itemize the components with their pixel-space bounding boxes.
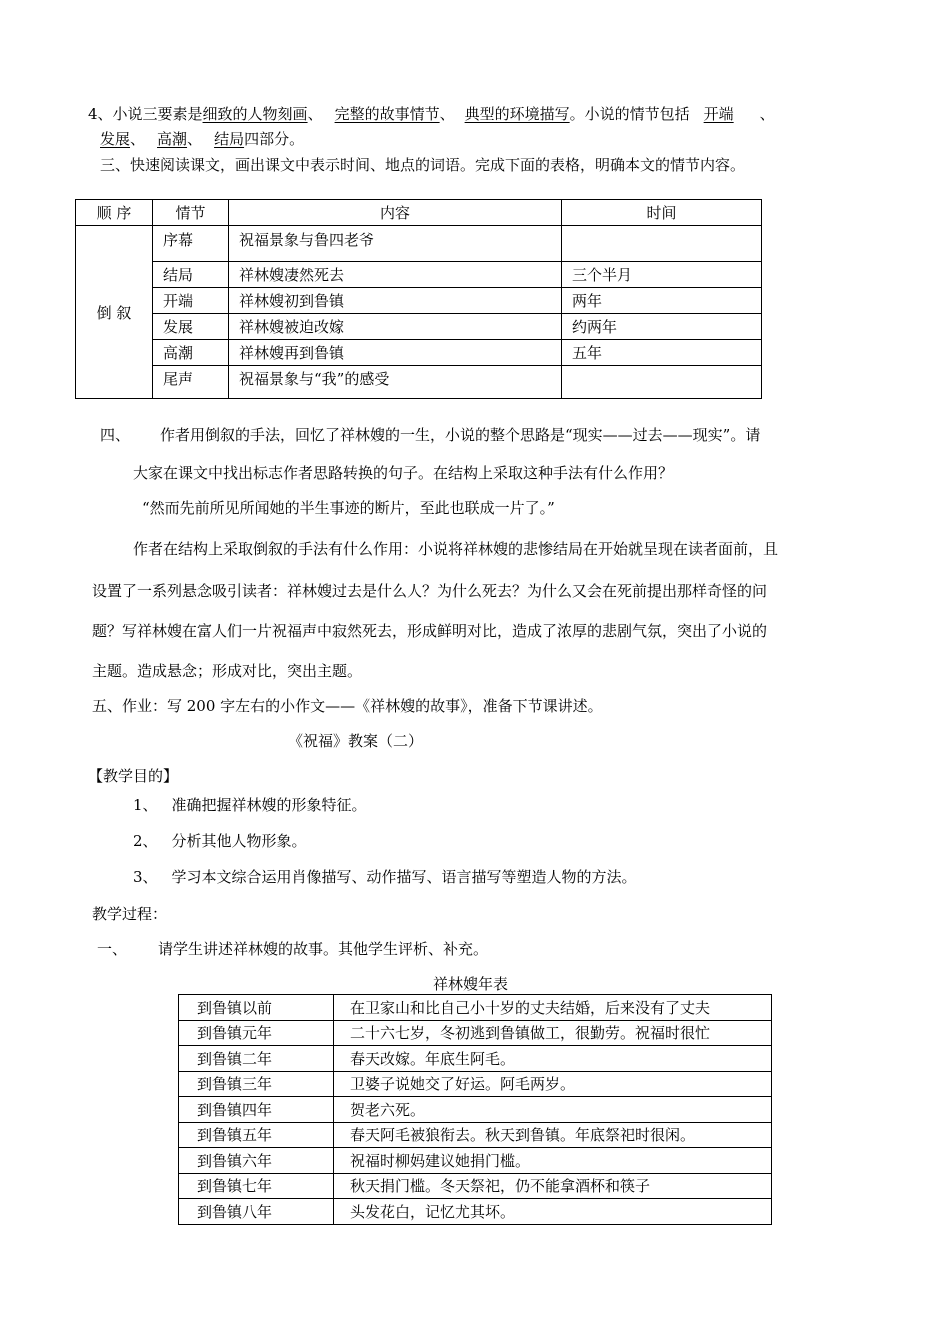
table-row: 到鲁镇四年 贺老六死。 (179, 1097, 772, 1123)
table-row: 到鲁镇二年 春天改嫁。年底生阿毛。 (179, 1046, 772, 1072)
section4-line2: 大家在课文中找出标志作者思路转换的句子。在结构上采取这种手法有什么作用？ (133, 464, 674, 482)
order-cell: 倒 叙 (76, 226, 153, 399)
objective-item: 2、 分析其他人物形象。 (133, 832, 307, 850)
section4-answer-4: 主题。造成悬念；形成对比，突出主题。 (92, 662, 363, 680)
table-row: 开端 祥林嫂初到鲁镇 两年 (76, 288, 762, 314)
objective-item: 1、 准确把握祥林嫂的形象特征。 (133, 796, 367, 814)
header-content: 内容 (229, 200, 562, 226)
plot-part-2: 发展 (100, 130, 131, 148)
plot-part-4: 结局 (214, 130, 245, 148)
element-characters: 细致的人物刻画 (202, 105, 308, 123)
item4-line1: 4、小说三要素是细致的人物刻画、 完整的故事情节、 典型的环境描写。小说的情节包括 开端 、 (88, 105, 775, 123)
objectives-heading: 【教学目的】 (88, 767, 179, 785)
section4-answer-3: 题？写祥林嫂在富人们一片祝福声中寂然死去，形成鲜明对比，造成了浓厚的悲剧气氛，突出了小说的 (92, 622, 768, 640)
table-row: 高潮 祥林嫂再到鲁镇 五年 (76, 340, 762, 366)
section5-text: 五、作业：写 200 字左右的小作文——《祥林嫂的故事》，准备下节课讲述。 (92, 697, 603, 715)
element-plot: 完整的故事情节 (334, 105, 440, 123)
table-header-row (76, 200, 762, 226)
process-heading: 教学过程： (92, 905, 168, 923)
table-row: 结局 祥林嫂凄然死去 三个半月 (76, 262, 762, 288)
plot-part-1: 开端 (703, 105, 734, 123)
timeline-title: 祥林嫂年表 (433, 975, 509, 993)
header-order: 顺 序 (76, 200, 153, 226)
table-row: 到鲁镇三年 卫婆子说她交了好运。阿毛两岁。 (179, 1071, 772, 1097)
item4-line2: 发展、 高潮、 结局四部分。 (100, 130, 305, 148)
header-time: 时间 (562, 200, 762, 226)
objective-item: 3、 学习本文综合运用肖像描写、动作描写、语言描写等塑造人物的方法。 (133, 868, 637, 886)
table-row: 到鲁镇以前 在卫家山和比自己小十岁的丈夫结婚，后来没有了丈夫 (179, 995, 772, 1021)
table-row: 到鲁镇五年 春天阿毛被狼衔去。秋天到鲁镇。年底祭祀时很闲。 (179, 1122, 772, 1148)
section4-answer-2: 设置了一系列悬念吸引读者：祥林嫂过去是什么人？为什么死去？为什么又会在死前提出那样奇怪的问 (92, 582, 768, 600)
element-environment: 典型的环境描写 (464, 105, 570, 123)
section4-quote: “然而先前所见所闻她的半生事迹的断片，至此也联成一片了。” (142, 499, 555, 517)
section4-line1: 作者用倒叙的手法，回忆了祥林嫂的一生，小说的整个思路是“现实——过去——现实”。请 (160, 426, 761, 444)
table-row: 发展 祥林嫂被迫改嫁 约两年 (76, 314, 762, 340)
table-row: 到鲁镇七年 秋天捐门槛。冬天祭祀，仍不能拿酒杯和筷子 (179, 1173, 772, 1199)
table-row: 倒 叙 序幕 祝福景象与鲁四老爷 (76, 226, 762, 262)
lesson2-title: 《祝福》教案（二） (288, 732, 424, 750)
table-row: 到鲁镇八年 头发花白，记忆尤其坏。 (179, 1199, 772, 1225)
header-plot: 情节 (153, 200, 229, 226)
section4-answer-1: 作者在结构上采取倒叙的手法有什么作用：小说将祥林嫂的悲惨结局在开始就呈现在读者面前，且 (133, 540, 779, 558)
table-row: 到鲁镇元年 二十六七岁，冬初逃到鲁镇做工，很勤劳。祝福时很忙 (179, 1020, 772, 1046)
section4-number: 四、 (100, 426, 131, 444)
plot-part-3: 高潮 (157, 130, 188, 148)
table-row: 到鲁镇六年 祝福时柳妈建议她捐门槛。 (179, 1148, 772, 1174)
timeline-table (178, 994, 772, 1225)
step1-number: 一、 (97, 940, 128, 958)
table-row: 尾声 祝福景象与“我”的感受 (76, 366, 762, 399)
plot-table (75, 199, 762, 399)
section3-text: 三、快速阅读课文，画出课文中表示时间、地点的词语。完成下面的表格，明确本文的情节内容。 (100, 156, 746, 174)
step1-text: 请学生讲述祥林嫂的故事。其他学生评析、补充。 (158, 940, 489, 958)
